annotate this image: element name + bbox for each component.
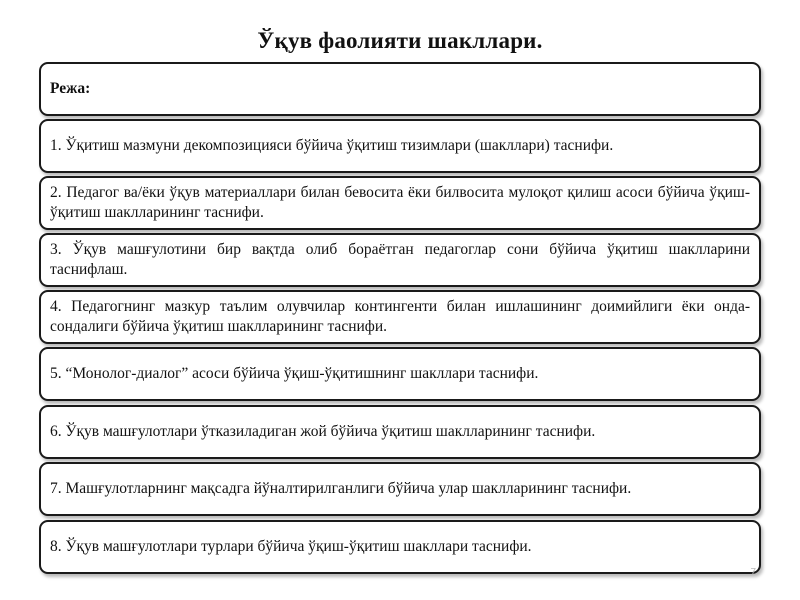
plan-item-text: 1. Ўқитиш мазмуни декомпозицияси бўйича ўқитиш тизимлари (шакллари) таснифи. <box>50 137 614 154</box>
plan-item-text: 4. Педагогнинг мазкур таълим олувчилар контингенти билан ишлашининг доимийлиги ёки онда-сондалиги бўйича ўқитиш шаклларининг таснифи. <box>50 298 750 335</box>
plan-item-4 <box>39 290 761 344</box>
page-number: 7 <box>750 567 756 578</box>
plan-header-box <box>39 62 761 116</box>
plan-item-text: 8. Ўқув машғулотлари турлари бўйича ўқиш-ўқитиш шакллари таснифи. <box>50 538 532 555</box>
plan-item-text: 5. “Монолог-диалог” асоси бўйича ўқиш-ўқитишнинг шакллари таснифи. <box>50 365 539 382</box>
plan-item-8 <box>39 520 761 574</box>
plan-item-text: 3. Ўқув машғулотини бир вақтда олиб бораётган педагоглар сони бўйича ўқитиш шаклларини таснифлаш. <box>50 241 750 278</box>
plan-item-1 <box>39 119 761 173</box>
plan-item-text: 7. Машғулотларнинг мақсадга йўналтирилганлиги бўйича улар шаклларининг таснифи. <box>50 480 632 497</box>
plan-item-3 <box>39 233 761 287</box>
plan-item-text: 6. Ўқув машғулотлари ўтказиладиган жой бўйича ўқитиш шаклларининг таснифи. <box>50 423 596 440</box>
plan-item-7 <box>39 462 761 516</box>
plan-label: Режа: <box>50 80 91 97</box>
plan-item-text: 2. Педагог ва/ёки ўқув материаллари билан бевосита ёки билвосита мулоқот қилиш асоси бўйича ўқиш-ўқитиш шаклларининг таснифи. <box>50 184 750 221</box>
plan-item-2 <box>39 176 761 230</box>
plan-item-6 <box>39 405 761 459</box>
plan-item-5 <box>39 347 761 401</box>
slide-title: Ўқув фаолияти шакллари. <box>257 28 543 53</box>
